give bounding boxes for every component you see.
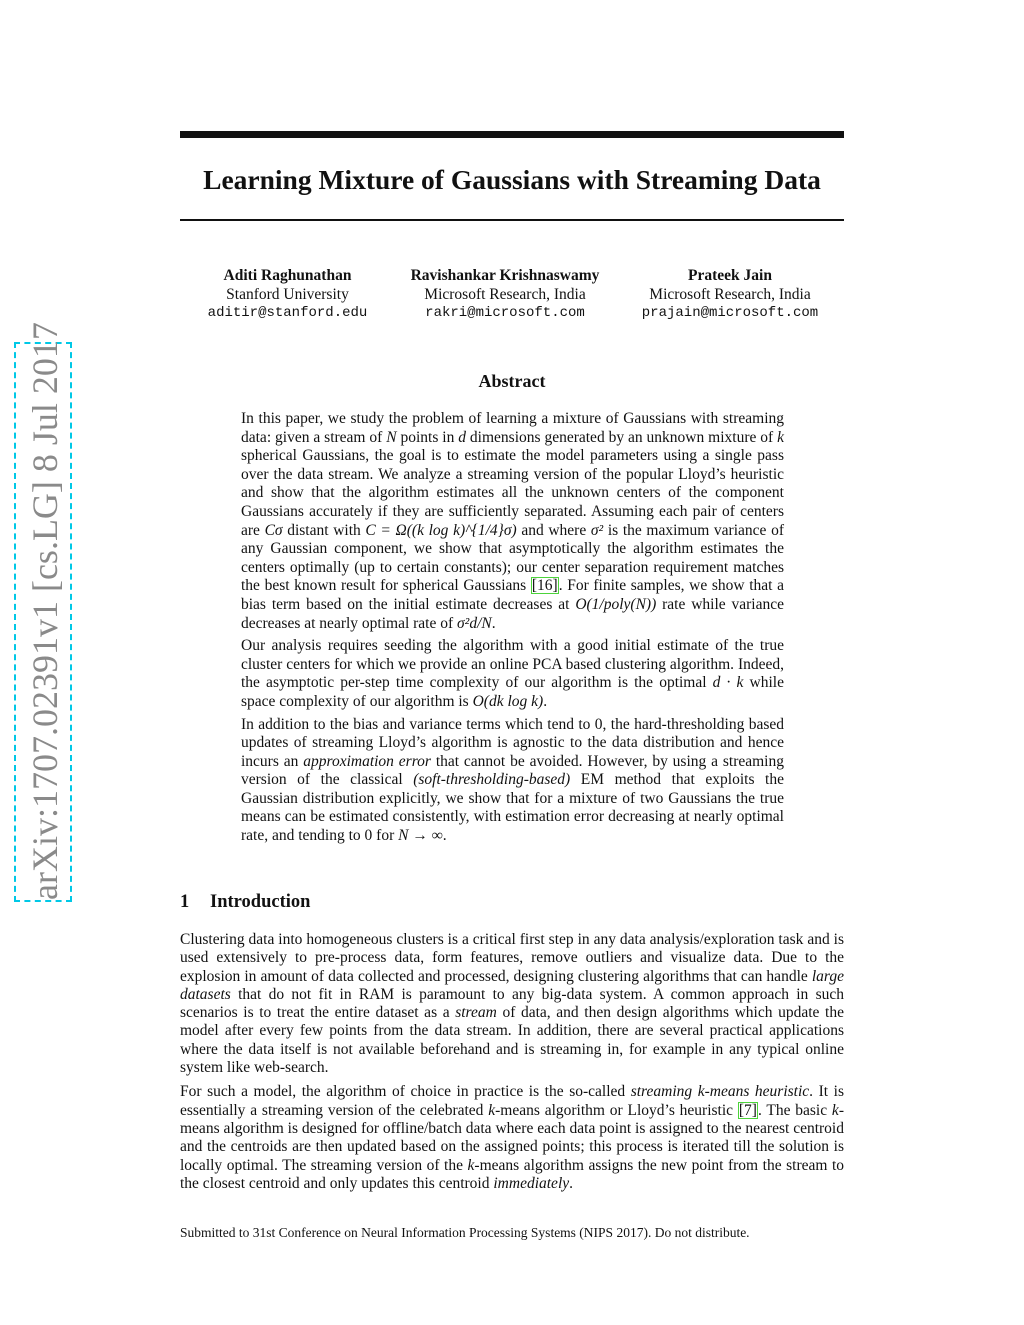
body-text: . It is essentially a streaming version of the celebrated bbox=[180, 1083, 844, 1119]
body-text: -means algorithm is designed for offline/batch data where each data point is assigned to the nearest centroid and the centroids are then updated based on the assigned points; this process is iterated till the solution is locally optimal. The streaming version of the bbox=[180, 1101, 844, 1174]
math-inline: d bbox=[458, 428, 467, 446]
body-paragraph bbox=[180, 1083, 844, 1193]
math-inline: Cσ bbox=[264, 521, 283, 539]
math-inline: k bbox=[831, 1101, 839, 1119]
math-inline: σ²d/N bbox=[457, 614, 492, 632]
author-block bbox=[395, 266, 615, 323]
body-paragraph bbox=[180, 931, 844, 1077]
abstract-text: is the maximum variance of any Gaussian component, we show that asymptotically the algorithm estimates the centers optimally (up to certain constants); our center separation requirement matches the best known result for spherical Gaussians bbox=[241, 521, 784, 595]
abstract-text: while space complexity of our algorithm is bbox=[241, 674, 784, 710]
math-inline: k bbox=[777, 428, 784, 446]
abstract-text: and where bbox=[516, 521, 591, 539]
body-text: . bbox=[569, 1174, 574, 1192]
introduction-body bbox=[180, 931, 844, 1199]
abstract-text: rate while variance decreases at nearly optimal rate of bbox=[241, 595, 784, 632]
section-heading-introduction bbox=[180, 890, 310, 914]
abstract-paragraph bbox=[241, 637, 784, 711]
emphasis-text: immediately bbox=[493, 1174, 570, 1192]
author-email: aditir@stanford.edu bbox=[207, 305, 368, 321]
emphasis-text: approximation error bbox=[303, 752, 431, 770]
author-name: Ravishankar Krishnaswamy bbox=[410, 267, 600, 284]
math-inline: O(1/poly(N)) bbox=[575, 595, 657, 613]
paper-title: Learning Mixture of Gaussians with Streaming Data bbox=[203, 164, 821, 195]
author-affiliation: Microsoft Research, India bbox=[649, 286, 811, 303]
abstract-paragraph bbox=[241, 716, 784, 846]
abstract-text: . bbox=[543, 692, 548, 710]
section-title: Introduction bbox=[210, 892, 311, 912]
emphasis-text: stream bbox=[455, 1004, 497, 1022]
body-text: . The basic bbox=[757, 1101, 832, 1119]
title-top-rule bbox=[180, 131, 844, 138]
abstract-body bbox=[241, 410, 784, 850]
author-name: Aditi Raghunathan bbox=[223, 267, 352, 284]
abstract-text: In addition to the bias and variance terms which tend to 0, the hard-thresholding based updates of streaming Lloyd’s algorithm is agnostic to the data distribution and hence incurs an bbox=[241, 715, 784, 770]
body-text: -means algorithm or Lloyd’s heuristic bbox=[495, 1101, 738, 1119]
body-text: Clustering data into homogeneous clusters is a critical first step in any data analysis/exploration task and is used extensively to pre-process data, form features, remove outliers and visualize data. Due to the explosion in amount of data collected and processed, designing clustering algorithms that can handle bbox=[180, 931, 844, 985]
citation-link[interactable]: [7] bbox=[738, 1101, 757, 1119]
math-inline: C = Ω((k log k)^{1/4}σ) bbox=[365, 521, 517, 539]
body-text: -means algorithm assigns the new point from the stream to the closest centroid and only updates this centroid bbox=[180, 1156, 845, 1192]
abstract-text: that cannot be avoided. However, by using a streaming version of the classical bbox=[241, 752, 784, 789]
author-block bbox=[195, 266, 380, 323]
section-number: 1 bbox=[180, 892, 190, 912]
math-inline: k bbox=[467, 1156, 475, 1174]
author-email: prajain@microsoft.com bbox=[641, 305, 819, 321]
submission-footnote: Submitted to 31st Conference on Neural Information Processing Systems (NIPS 2017). Do not distribute. bbox=[180, 1225, 750, 1240]
abstract-text: . For finite samples, we show that a bias term based on the initial estimate decreases at bbox=[241, 577, 784, 613]
abstract-text: . bbox=[491, 614, 496, 632]
emphasis-text: (soft-thresholding-based) bbox=[413, 771, 571, 789]
abstract-paragraph bbox=[241, 410, 784, 633]
abstract-text: points in bbox=[396, 428, 459, 446]
math-inline: N → ∞ bbox=[398, 827, 443, 845]
abstract-text: Our analysis requires seeding the algorithm with a good initial estimate of the true cluster centers for which we provide an online PCA based clustering algorithm. Indeed, the asymptotic per-step time complexity of our algorithm is the optimal bbox=[241, 637, 784, 692]
author-name: Prateek Jain bbox=[688, 267, 772, 284]
arxiv-stamp bbox=[14, 322, 72, 902]
emphasis-text: large datasets bbox=[180, 967, 844, 1003]
body-text: that do not fit in RAM is paramount to any big-data system. A common approach in such scenarios is to treat the entire dataset as a bbox=[180, 985, 844, 1022]
citation-link[interactable]: [16] bbox=[531, 577, 558, 595]
abstract-text: EM method that exploits the Gaussian distribution explicitly, we show that for a mixture of two Gaussians the true means can be estimated consistently, with estimation error decreasing at nearly optimal rate, and tending to 0 for bbox=[241, 771, 784, 845]
math-inline: O(dk log k) bbox=[472, 692, 544, 710]
abstract-text: . bbox=[442, 827, 447, 845]
title-bottom-rule bbox=[180, 219, 844, 221]
author-block bbox=[630, 266, 830, 323]
arxiv-identifier[interactable]: arXiv:1707.02391v1 [cs.LG] 8 Jul 2017 bbox=[14, 342, 72, 902]
math-inline: σ² bbox=[590, 521, 604, 539]
abstract-text: In this paper, we study the problem of learning a mixture of Gaussians with streaming data: given a stream of bbox=[241, 410, 784, 446]
abstract-text: dimensions generated by an unknown mixture of bbox=[466, 428, 778, 446]
author-affiliation: Microsoft Research, India bbox=[424, 286, 586, 303]
abstract-text: distant with bbox=[282, 521, 366, 539]
math-inline: N bbox=[386, 428, 397, 446]
emphasis-text: streaming k-means heuristic bbox=[630, 1083, 810, 1101]
author-affiliation: Stanford University bbox=[226, 286, 349, 303]
author-email: rakri@microsoft.com bbox=[425, 305, 585, 321]
abstract-heading: Abstract bbox=[478, 371, 546, 391]
body-text: of data, and then design algorithms which update the model after every few points from the data stream. In addition, there are several practical applications where the data itself is not available beforehand and is streaming in, for example in any typical online system like web-search. bbox=[180, 1004, 844, 1077]
math-inline: d · k bbox=[712, 674, 744, 692]
math-inline: k bbox=[488, 1101, 496, 1119]
abstract-text: spherical Gaussians, the goal is to estimate the model parameters using a single pass over the data stream. We analyze a streaming version of the popular Lloyd’s heuristic and show that the algorithm estimates all the unknown centers of the component Gaussians accurately if they are sufficiently separated. Assuming each pair of centers are bbox=[241, 447, 784, 539]
body-text: For such a model, the algorithm of choice in practice is the so-called bbox=[180, 1083, 631, 1101]
